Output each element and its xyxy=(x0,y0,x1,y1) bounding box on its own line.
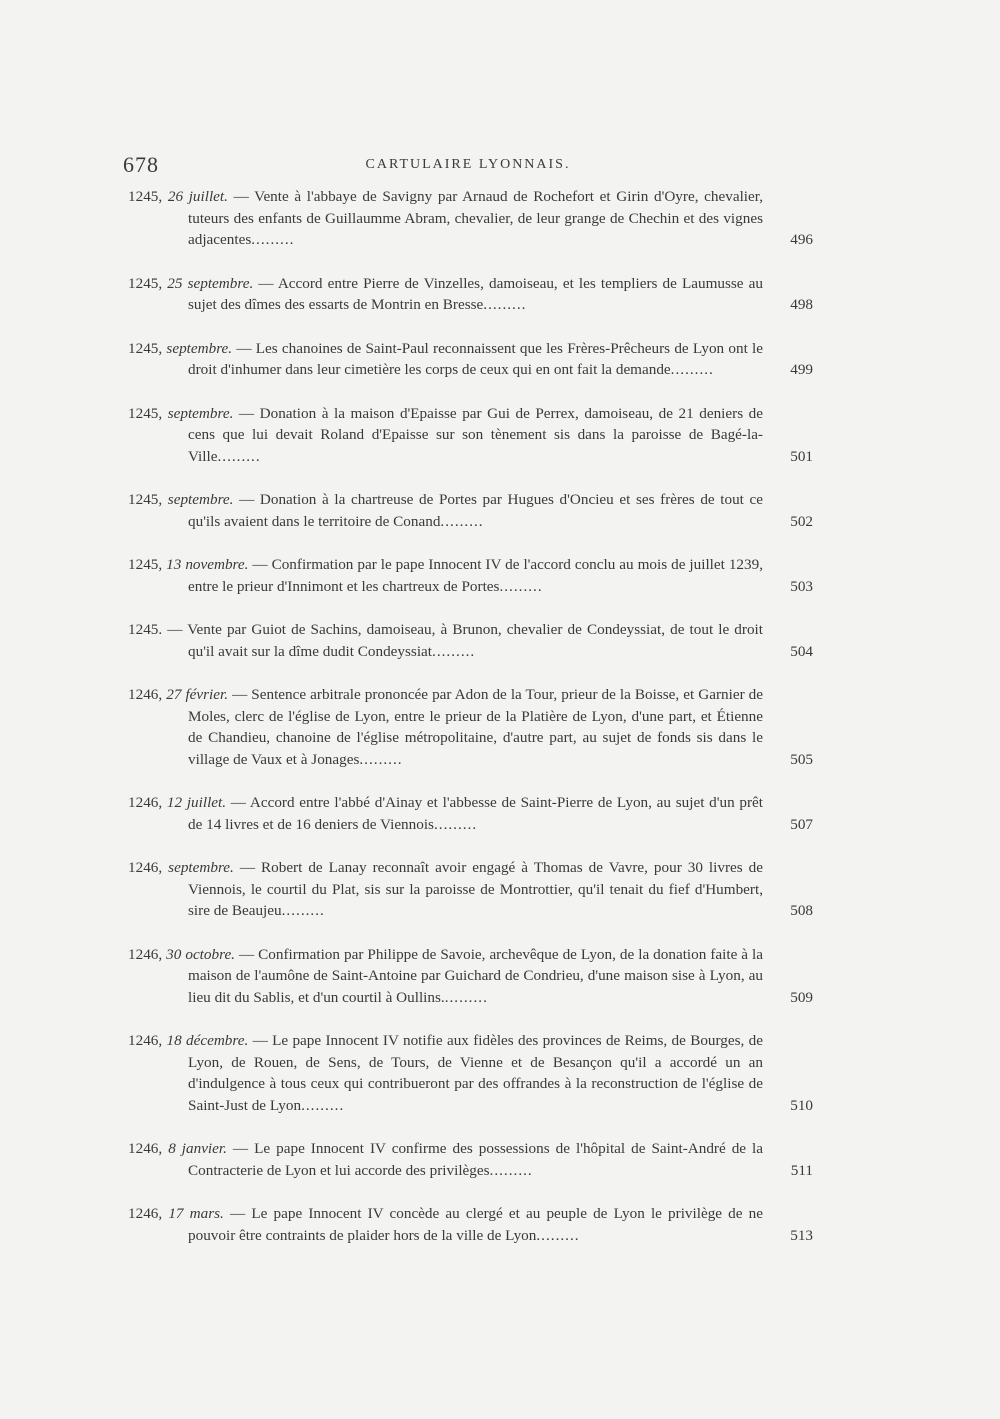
dot-leaders: ......... xyxy=(433,815,478,833)
dot-leaders: ......... xyxy=(301,1096,345,1114)
entry-page-ref: 509 xyxy=(790,988,813,1006)
list-item xyxy=(128,403,813,468)
entry-body: — Confirmation par Philippe de Savoie, archevêque de Lyon, de la donation faite à la maison de l'aumône de Saint-Antoine par Guichard de Condrieu, d'une maison sise à Lyon, au lieu dit du Sablis, et d'un courtil à Oullins. xyxy=(188,945,763,1006)
entry-text xyxy=(128,1138,813,1181)
dot-leaders: ......... xyxy=(251,231,295,248)
entry-date: septembre. xyxy=(166,339,233,357)
entry-page-ref: 507 xyxy=(790,815,813,833)
entry-date: 26 juillet. xyxy=(167,188,228,205)
entry-page-ref: 505 xyxy=(790,750,813,768)
dot-leaders: ......... xyxy=(432,642,476,660)
dot-leaders: ......... xyxy=(670,361,714,378)
list-item xyxy=(128,554,813,597)
entry-body: — Robert de Lanay reconnaît avoir engagé à Thomas de Vavre, pour 30 livres de Viennois, le courtil du Plat, sis sur la paroisse de Montrottier, qu'il tenait du fief d'Humbert, sire de Beaujeu xyxy=(188,859,763,919)
entry-text xyxy=(128,338,813,381)
entry-text xyxy=(128,186,813,251)
entry-year: 1245, xyxy=(128,491,168,508)
entry-page-ref: 503 xyxy=(790,577,813,595)
page-number: 678 xyxy=(123,152,159,177)
list-item xyxy=(128,1030,813,1116)
dot-leaders: ......... xyxy=(444,988,488,1006)
entry-body: — Les chanoines de Saint-Paul reconnaissent que les Frères-Prêcheurs de Lyon ont le droit d'inhumer dans leur cimetière les corps de ceux qui en ont fait la demande xyxy=(188,339,763,378)
entry-page-ref: 508 xyxy=(790,902,813,919)
list-item xyxy=(128,944,813,1009)
entry-page-ref: 513 xyxy=(790,1226,813,1244)
list-item xyxy=(128,1203,813,1246)
entry-year: 1245, xyxy=(128,556,167,573)
entry-page-ref: 498 xyxy=(790,296,813,313)
list-item xyxy=(128,684,813,770)
entry-list xyxy=(128,186,813,1268)
entry-date: septembre. xyxy=(167,491,234,508)
entry-year: 1246, xyxy=(128,1032,167,1049)
list-item xyxy=(128,857,813,922)
entry-text xyxy=(128,857,813,922)
running-title: CARTULAIRE LYONNAIS. xyxy=(365,157,571,172)
entry-page-ref: 499 xyxy=(790,361,813,378)
entry-date: 8 janvier. xyxy=(168,1140,227,1157)
entry-text xyxy=(128,684,813,770)
entry-body: — Vente par Guiot de Sachins, damoiseau, à Brunon, chevalier de Condeyssiat, de tout le droit qu'il avait sur la dîme dudit Condeyssiat xyxy=(162,621,763,660)
list-item xyxy=(128,273,813,316)
entry-body: — Donation à la chartreuse de Portes par Hugues d'Oncieu et ses frères de tout ce qu'ils avaient dans le territoire de Conand xyxy=(188,491,764,530)
entry-year: 1245, xyxy=(128,274,168,292)
entry-body: — Accord entre l'abbé d'Ainay et l'abbesse de Saint-Pierre de Lyon, au sujet d'un prêt de 14 livres et de 16 deniers de Viennois xyxy=(188,794,764,833)
entry-year: 1246, xyxy=(128,859,169,876)
entry-date: 27 février. xyxy=(166,686,229,703)
dot-leaders: ......... xyxy=(499,577,543,595)
dot-leaders: ......... xyxy=(483,296,527,313)
dot-leaders: ......... xyxy=(440,512,484,530)
entry-date: septembre. xyxy=(168,859,234,876)
page-header xyxy=(123,152,813,182)
list-item xyxy=(128,1138,813,1181)
entry-year: 1246, xyxy=(128,686,167,703)
entry-body: — Accord entre Pierre de Vinzelles, damoiseau, et les templiers de Laumusse au sujet des dîmes des essarts de Montrin en Bresse xyxy=(188,274,763,313)
entry-year: 1245. xyxy=(128,621,163,638)
entry-text xyxy=(128,273,813,316)
entry-text xyxy=(128,1203,813,1246)
entry-page-ref: 496 xyxy=(790,231,813,248)
entry-body: — Le pape Innocent IV notifie aux fidèles des provinces de Reims, de Bourges, de Lyon, de Rouen, de Sens, de Tours, de Vienne et de Besançon qu'il a accordé un an d'indulgence à tous ceux qui contribueront par des offrandes à la reconstruction de l'église de Saint-Just de Lyon xyxy=(188,1032,763,1114)
list-item xyxy=(128,338,813,381)
list-item xyxy=(128,489,813,532)
list-item xyxy=(128,186,813,251)
entry-page-ref: 510 xyxy=(790,1096,813,1114)
entry-year: 1245, xyxy=(128,339,167,357)
entry-date: 30 octobre. xyxy=(166,945,235,963)
dot-leaders: ......... xyxy=(359,750,403,768)
entry-date: 18 décembre. xyxy=(166,1032,249,1049)
dot-leaders: ......... xyxy=(281,902,325,919)
entry-body: — Le pape Innocent IV confirme des possessions de l'hôpital de Saint-André de la Contracterie de Lyon et lui accorde des privilèges xyxy=(188,1140,764,1179)
dot-leaders: ......... xyxy=(536,1226,580,1244)
entry-body: — Donation à la maison d'Epaisse par Gui de Perrex, damoiseau, de 21 deniers de cens que lui devait Roland d'Epaisse sur son tènement sis dans la paroisse de Bagé-la-Ville xyxy=(188,404,763,465)
dot-leaders: ......... xyxy=(489,1161,533,1179)
entry-year: 1246, xyxy=(128,945,167,963)
list-item xyxy=(128,619,813,662)
entry-text xyxy=(128,554,813,597)
entry-text xyxy=(128,403,813,468)
entry-body: — Confirmation par le pape Innocent IV de l'accord conclu au mois de juillet 1239, entre le prieur d'Innimont et les chartreux de Portes xyxy=(188,556,764,595)
entry-text xyxy=(128,619,813,662)
entry-date: 17 mars. xyxy=(168,1205,224,1222)
entry-year: 1246, xyxy=(128,794,167,811)
entry-page-ref: 511 xyxy=(790,1161,813,1179)
entry-body: — Vente à l'abbaye de Savigny par Arnaud de Rochefort et Girin d'Oyre, chevalier, tuteurs des enfants de Guillaumme Abram, chevalier, de leur grange de Chechin et des vignes adjacentes xyxy=(188,188,763,248)
entry-page-ref: 502 xyxy=(790,512,813,530)
entry-date: 25 septembre. xyxy=(167,274,254,292)
entry-date: 13 novembre. xyxy=(166,556,249,573)
entry-date: 12 juillet. xyxy=(166,794,227,811)
entry-year: 1245, xyxy=(128,188,168,205)
entry-body: — Le pape Innocent IV concède au clergé et au peuple de Lyon le privilège de ne pouvoir être contraints de plaider hors de la ville de Lyon xyxy=(188,1205,764,1244)
entry-text xyxy=(128,489,813,532)
entry-page-ref: 504 xyxy=(790,642,813,660)
entry-text xyxy=(128,792,813,835)
entry-year: 1246, xyxy=(128,1140,169,1157)
dot-leaders: ......... xyxy=(217,447,261,465)
entry-text xyxy=(128,1030,813,1116)
entry-date: septembre. xyxy=(167,404,234,422)
list-item xyxy=(128,792,813,835)
entry-year: 1245, xyxy=(128,404,168,422)
entry-year: 1246, xyxy=(128,1205,169,1222)
entry-text xyxy=(128,944,813,1009)
entry-body: — Sentence arbitrale prononcée par Adon de la Tour, prieur de la Boisse, et Garnier de Moles, clerc de l'église de Lyon, entre le prieur de la Platière de Lyon, d'une part, et Étienne de Chandieu, chanoine de l'église métropolitaine, d'autre part, au sujet de fonds sis dans le village de Vaux et à Jonages xyxy=(188,686,763,768)
entry-page-ref: 501 xyxy=(790,447,813,465)
